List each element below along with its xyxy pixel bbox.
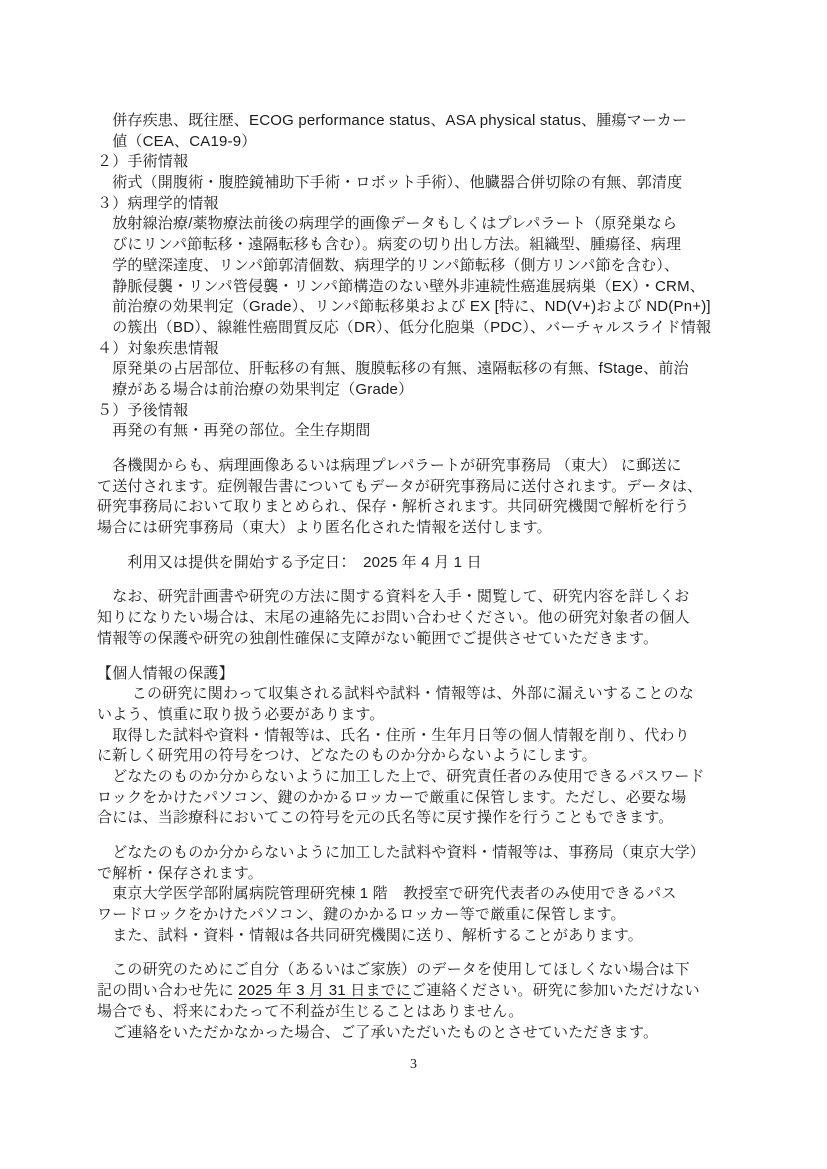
paragraph-line — [97, 608, 742, 629]
text-segment: 【個人情報の保護】 — [97, 664, 234, 682]
text-segment: ご連絡をいただかなかった場合、ご了承いただいたものとさせていただきます。 — [97, 1023, 659, 1041]
paragraph-line — [97, 926, 742, 947]
underlined-deadline-text: 2025 年 3 月 31 日までに — [238, 982, 412, 1000]
section-3-body-line — [97, 297, 742, 318]
blank-line — [97, 442, 742, 456]
paragraph-line — [97, 1002, 742, 1023]
item-1-detail-line — [97, 111, 742, 132]
text-segment: 各機関からも、病理画像あるいは病理プレパラートが研究事務局 （東大） に郵送に — [97, 457, 682, 474]
paragraph-line — [97, 684, 742, 705]
text-segment: 情報等の保護や研究の独創性確保に支障がない範囲でご提供させていただきます。 — [97, 629, 659, 647]
text-segment: 静脈侵襲・リンパ管侵襲・リンパ節構造のない壁外非連続性癌進展病巣（EX）・CRM、 — [97, 277, 705, 295]
item-1-detail-line — [97, 132, 742, 153]
text-segment: 術式（開腹術・腹腔鏡補助下手術・ロボット手術）、他臓器合併切除の有無、郭清度 — [97, 174, 683, 192]
section-5-body-line — [97, 421, 742, 442]
paragraph-line — [97, 864, 742, 885]
paragraph-line — [97, 788, 742, 809]
text-segment: どなたのものか分からないように加工した試料や資料・情報等は、事務局（東京大学） — [97, 844, 706, 861]
section-3-body-line — [97, 318, 742, 339]
text-segment: で解析・保存されます。 — [97, 864, 264, 882]
text-segment: に新しく研究用の符号をつけ、どなたのものか分からないようにします。 — [97, 747, 597, 765]
section-3-body-line — [97, 277, 742, 298]
text-segment: 研究事務局において取りまとめられ、保存・解析されます。共同研究機関で解析を行う — [97, 498, 690, 516]
text-segment: 原発巣の占居部位、肝転移の有無、腹膜転移の有無、遠隔転移の有無、fStage、前治 — [97, 360, 689, 378]
text-segment: 放射線治療/薬物療法前後の病理学的画像データもしくはプレパラート（原発巣なら — [97, 215, 678, 233]
text-segment: ご連絡ください。研究に参加いただけない — [411, 982, 700, 1000]
paragraph-line — [97, 497, 742, 518]
personal-info-protection-heading — [97, 664, 742, 685]
paragraph-line — [97, 884, 742, 905]
text-segment: ３）病理学的情報 — [97, 194, 219, 212]
text-segment: いよう、慎重に取り扱う必要があります。 — [97, 705, 385, 723]
paragraph-line — [97, 477, 742, 498]
text-segment: また、試料・資料・情報は各共同研究機関に送り、解析することがあります。 — [97, 926, 644, 944]
section-3-body-line — [97, 214, 742, 235]
text-segment: 場合でも、将来にわたって不利益が生じることはありません。 — [97, 1002, 524, 1020]
text-segment: なお、研究計画書や研究の方法に関する資料を入手・閲覧して、研究内容を詳しくお — [97, 588, 690, 606]
paragraph-line — [97, 587, 742, 608]
section-3-heading — [97, 194, 742, 215]
text-segment: 前治療の効果判定（Grade）、リンパ節転移巣および EX [特に、ND(V+)および ND(Pn+)] — [97, 298, 711, 316]
paragraph-line — [97, 960, 742, 981]
text-segment: ロックをかけたパソコン、鍵のかかるロッカーで厳重に保管します。ただし、必要な場 — [97, 788, 687, 806]
text-segment: この研究のためにご自分（あるいはご家族）のデータを使用してほしくない場合は下 — [97, 961, 690, 979]
paragraph-line — [97, 808, 742, 829]
paragraph-line — [97, 629, 742, 650]
section-2-heading — [97, 152, 742, 173]
text-segment: 場合には研究事務局（東大）より匿名化された情報を送付します。 — [97, 519, 552, 537]
text-segment: 併存疾患、既往歴、ECOG performance status、ASA physical status、腫瘍マーカー — [97, 112, 688, 129]
paragraph-line — [97, 746, 742, 767]
text-segment: 学的壁深達度、リンパ節郭清個数、病理学的リンパ節転移（側方リンパ節を含む）、 — [97, 256, 680, 274]
blank-line — [97, 650, 742, 664]
section-4-body-line — [97, 359, 742, 380]
section-4-body-line — [97, 380, 742, 401]
paragraph-line — [97, 905, 742, 926]
text-segment: 記の問い合わせ先に — [97, 982, 239, 1000]
section-3-body-line — [97, 256, 742, 277]
text-segment: 療がある場合は前治療の効果判定（Grade） — [97, 380, 414, 398]
text-segment: ワードロックをかけたパソコン、鍵のかかるロッカー等で厳重に保管します。 — [97, 906, 626, 924]
text-segment: 知りになりたい場合は、末尾の連絡先にお問い合わせください。他の研究対象者の個人 — [97, 609, 690, 627]
section-5-heading — [97, 401, 742, 422]
text-segment: 取得した試料や資料・情報等は、氏名・住所・生年月日等の個人情報を削り、代わり — [97, 726, 690, 744]
paragraph-line — [97, 705, 742, 726]
section-4-heading — [97, 339, 742, 360]
text-segment: 東京大学医学部附属病院管理研究棟 1 階 教授室で研究代表者のみ使用できるパス — [97, 885, 677, 903]
text-segment: の簇出（BD）、線維性癌間質反応（DR）、低分化胞巣（PDC）、バーチャルスライド情報 — [97, 318, 712, 336]
paragraph-line — [97, 843, 742, 864]
text-segment: 値（CEA、CA19-9） — [97, 132, 257, 150]
paragraph-line — [97, 726, 742, 747]
text-segment: びにリンパ節転移・遠隔転移も含む）。病変の切り出し方法。組織型、腫瘍径、病理 — [97, 236, 682, 254]
blank-line — [97, 539, 742, 553]
text-segment: ５）予後情報 — [97, 401, 189, 419]
text-segment: この研究に関わって収集される試料や試料・情報等は、外部に漏えいすることのな — [97, 685, 695, 703]
paragraph-line — [97, 1023, 742, 1044]
text-segment: 利用又は提供を開始する予定日： 2025 年 4 月 1 日 — [97, 553, 482, 571]
text-segment: 再発の有無・再発の部位。全生存期間 — [97, 422, 371, 440]
text-segment: どなたのものか分からないように加工した上で、研究責任者のみ使用できるパスワード — [97, 767, 705, 785]
text-segment: ４）対象疾患情報 — [97, 339, 219, 357]
section-2-body-line — [97, 173, 742, 194]
section-3-body-line — [97, 235, 742, 256]
blank-line — [97, 946, 742, 960]
paragraph-line — [97, 518, 742, 539]
start-date-line — [97, 553, 742, 574]
blank-line — [97, 829, 742, 843]
blank-line — [97, 573, 742, 587]
paragraph-line — [97, 456, 742, 477]
opt-out-deadline-line — [97, 981, 742, 1002]
paragraph-line — [97, 767, 742, 788]
text-segment: て送付されます。症例報告書についてもデータが研究事務局に送付されます。データは、 — [97, 477, 703, 495]
page-number: 3 — [410, 1057, 417, 1072]
document-body — [97, 111, 742, 1043]
text-segment: ２）手術情報 — [97, 153, 189, 171]
text-segment: 合には、当診療科においてこの符号を元の氏名等に戻す操作を行うこともできます。 — [97, 809, 674, 827]
